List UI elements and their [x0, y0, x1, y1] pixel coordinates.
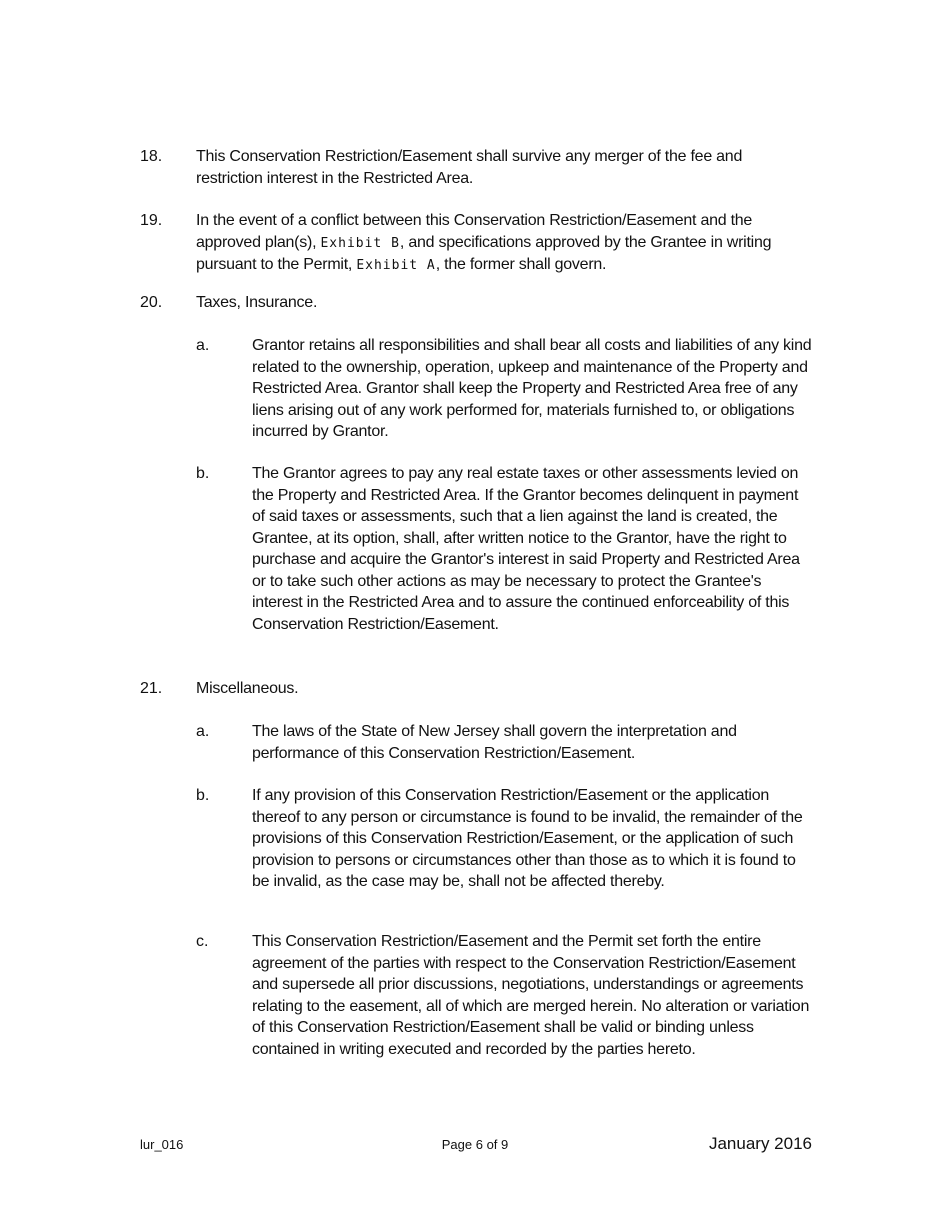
section-20a-text: Grantor retains all responsibilities and shall bear all costs and liabilities of any kind related to the ownership, operation, upkeep and maintenance of the Property and Restricted Area. Grantor shall keep the Property and Restricted Area free of any liens arising out of any work performed for, materials furnished to, or obligations incurred by Grantor.: [252, 337, 812, 440]
section-20b-label: b.: [196, 465, 210, 482]
section-19-text-part3: , the former shall govern.: [435, 256, 607, 273]
section-21-heading: Miscellaneous.: [196, 680, 299, 697]
section-18-number: 18.: [140, 148, 163, 165]
section-21b-label: b.: [196, 787, 210, 804]
section-19-text: [196, 210, 812, 277]
section-21c-label: c.: [196, 933, 209, 950]
section-20a-label: a.: [196, 337, 210, 354]
footer-date: January 2016: [708, 1134, 812, 1153]
section-19-number: 19.: [140, 212, 163, 229]
section-19-text-part1: In the event of a conflict between this Conservation Restriction/Easement and the approved plan(s),: [196, 212, 753, 251]
section-18-text: This Conservation Restriction/Easement shall survive any merger of the fee and restriction interest in the Restricted Area.: [196, 148, 743, 187]
section-20-heading: Taxes, Insurance.: [196, 294, 318, 311]
section-21c-text: This Conservation Restriction/Easement and the Permit set forth the entire agreement of the parties with respect to the Conservation Restriction/Easement and supersede all prior discussions, negotiations, understandings or agreements relating to the easement, all of which are merged herein. No alteration or variation of this Conservation Restriction/Easement shall be valid or binding unless contained in writing executed and recorded by the parties hereto.: [252, 933, 810, 1058]
footer-page-number: Page 6 of 9: [441, 1137, 509, 1152]
section-21a-label: a.: [196, 723, 210, 740]
section-21a-text: The laws of the State of New Jersey shall govern the interpretation and performance of this Conservation Restriction/Easement.: [252, 723, 737, 762]
footer-document-id: lur_016: [140, 1137, 184, 1152]
section-20-number: 20.: [140, 294, 163, 311]
section-21-number: 21.: [140, 680, 163, 697]
section-21b-text: If any provision of this Conservation Restriction/Easement or the application thereof to any person or circumstance is found to be invalid, the remainder of the provisions of this Conservation Restriction/Easement, or the application of such provision to persons or circumstances other than those as to which it is found to be invalid, as the case may be, shall not be affected thereby.: [252, 787, 803, 890]
section-19-text-part2: , and specifications approved by the Grantee in writing pursuant to the Permit,: [196, 233, 772, 273]
exhibit-a-reference: Exhibit A: [356, 258, 436, 273]
section-20b-text: The Grantor agrees to pay any real estate taxes or other assessments levied on the Property and Restricted Area. If the Grantor becomes delinquent in payment of said taxes or assessments, such that a lien against the land is created, the Grantee, at its option, shall, after written notice to the Grantor, have the right to purchase and acquire the Grantor's interest in said Property and Restricted Area or to take such other actions as may be necessary to protect the Grantee's interest in the Restricted Area and to assure the continued enforceability of this Conservation Restriction/Easement.: [252, 465, 800, 633]
exhibit-b-reference: Exhibit B: [320, 235, 400, 251]
